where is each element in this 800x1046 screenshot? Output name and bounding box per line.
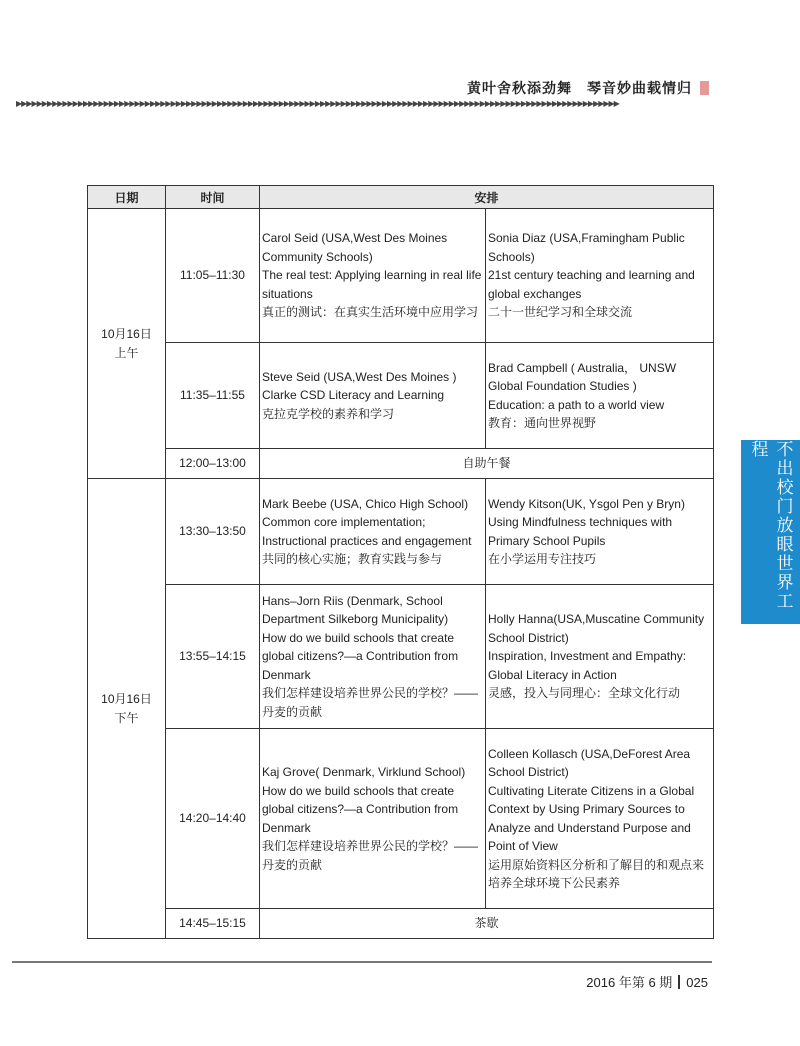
session-text-line: Primary School Pupils [488,533,606,548]
session-text-line: Schools) [488,249,535,264]
header-time: 时间 [166,186,260,209]
session-cell [260,209,486,343]
table-row [88,343,714,449]
session-cell [260,343,486,449]
header-date: 日期 [88,186,166,209]
time-cell: 11:35–11:55 [166,343,260,449]
session-cell [486,479,714,585]
table-row [88,585,714,729]
session-text-line: 克拉克学校的素养和学习 [262,406,395,421]
time-cell: 13:30–13:50 [166,479,260,585]
session-text-line: 我们怎样建设培养世界公民的学校？—— [262,839,479,853]
table-row [88,729,714,909]
session-text-line: How do we build schools that create [262,630,455,645]
session-text-line: Point of View [488,839,558,853]
session-text-line: Sonia Diaz (USA,Framingham Public [488,231,685,246]
time-cell: 11:05–11:30 [166,209,260,343]
schedule-table [87,185,714,939]
session-cell [260,585,486,729]
session-text-line: 我们怎样建设培养世界公民的学校？—— [262,686,479,701]
session-text-line: 21st century teaching and learning and [488,268,695,283]
session-text-line: global citizens?—a Contribution from [262,802,459,816]
session-text-line: Cultivating Literate Citizens in a Global [488,783,695,798]
session-text-line: global citizens?—a Contribution from [262,649,459,664]
session-text-line: global exchanges [488,286,582,301]
session-text-line: Brad Campbell ( Australia， UNSW [488,360,677,375]
table-row [88,479,714,585]
session-text-line: Context by Using Primary Sources to [488,802,685,816]
session-text-line: Colleen Kollasch (USA,DeForest Area [488,746,691,761]
issue-label: 2016 年第 6 期 [586,975,673,990]
table-row [88,209,714,343]
session-text-line: 10月16日 [101,327,152,341]
date-cell-afternoon [88,479,166,939]
session-cell [486,585,714,729]
session-text-line: Denmark [262,667,311,682]
session-text-line: Wendy Kitson(UK, Ysgol Pen y Bryn) [488,496,685,511]
side-section-tab [741,440,800,624]
page-number: 025 [686,975,708,990]
session-text-line: Common core implementation; [262,515,426,529]
session-text-line: How do we build schools that create [262,783,455,798]
side-tab-label: 不出校门放眼世界工程 [747,440,793,611]
header-accent-box [700,81,709,95]
running-header-title: 黄叶舍秋添劲舞 琴音妙曲载情归 [467,81,692,97]
time-cell: 14:45–15:15 [166,909,260,939]
break-cell: 自助午餐 [260,449,714,479]
session-cell [486,343,714,449]
session-text-line: 二十一世纪学习和全球交流 [488,305,633,320]
session-text-line: Education: a path to a world view [488,397,665,412]
page-footer [586,972,708,991]
header-arrow-rule: ▶▶▶▶▶▶▶▶▶▶▶▶▶▶▶▶▶▶▶▶▶▶▶▶▶▶▶▶▶▶▶▶▶▶▶▶▶▶▶▶▶▶▶▶▶▶▶▶▶▶▶▶▶▶▶▶▶▶▶▶▶▶▶▶▶▶▶▶▶▶▶▶▶▶▶▶▶▶▶▶▶▶▶▶▶▶▶▶▶▶▶▶▶▶▶▶▶▶▶▶▶▶▶▶▶▶▶▶▶▶▶▶▶▶▶▶▶ [16,100,619,108]
date-cell-morning [88,209,166,479]
session-text-line: Hans–Jorn Riis (Denmark, School [262,593,443,608]
session-text-line: Department Silkeborg Municipality) [262,612,449,627]
session-text-line: 10月16日 [101,692,152,706]
session-text-line: 运用原始资料区分析和了解目的和观点来 [488,857,705,872]
table-row [88,909,714,939]
session-text-line: 灵感，投入与同理心：全球文化行动 [488,686,681,701]
session-text-line: 教育：通向世界视野 [488,416,597,430]
session-cell [260,729,486,909]
session-text-line: 培养全球环境下公民素养 [488,876,621,890]
session-text-line: Analyze and Understand Purpose and [488,820,691,835]
session-text-line: Global Literacy in Action [488,667,617,682]
session-text-line: Clarke CSD Literacy and Learning [262,388,445,403]
break-cell: 茶歇 [260,909,714,939]
session-text-line: School District) [488,765,569,779]
session-cell [260,479,486,585]
session-text-line: Holly Hanna(USA,Muscatine Community [488,612,705,627]
session-text-line: Inspiration, Investment and Empathy: [488,649,687,664]
session-text-line: Kaj Grove( Denmark, Virklund School) [262,765,466,779]
table-row [88,449,714,479]
session-text-line: Instructional practices and engagement [262,533,472,548]
session-text-line: School District) [488,630,569,645]
session-text-line: Denmark [262,820,311,835]
session-text-line: Steve Seid (USA,West Des Moines ) [262,369,457,384]
session-text-line: 真正的测试：在真实生活环境中应用学习 [262,305,479,320]
time-cell: 12:00–13:00 [166,449,260,479]
time-cell: 13:55–14:15 [166,585,260,729]
session-text-line: Community Schools) [262,249,373,264]
session-text-line: Global Foundation Studies ) [488,379,637,393]
session-text-line: 共同的核心实施；教育实践与参与 [262,552,443,566]
session-text-line: situations [262,286,313,301]
footer-separator [678,975,680,989]
footer-rule [12,961,712,963]
session-text-line: 丹麦的贡献 [262,857,323,872]
session-text-line: 下午 [114,710,139,725]
session-text-line: 丹麦的贡献 [262,704,323,719]
time-cell: 14:20–14:40 [166,729,260,909]
session-text-line: Carol Seid (USA,West Des Moines [262,231,448,246]
session-text-line: Mark Beebe (USA, Chico High School) [262,496,469,511]
table-header-row [88,186,714,209]
header-schedule: 安排 [260,186,714,209]
session-cell [486,729,714,909]
session-text-line: 在小学运用专注技巧 [488,552,597,566]
session-text-line: 上午 [114,345,139,360]
session-text-line: The real test: Applying learning in real life [262,268,482,283]
session-cell [486,209,714,343]
session-text-line: Using Mindfulness techniques with [488,515,673,529]
